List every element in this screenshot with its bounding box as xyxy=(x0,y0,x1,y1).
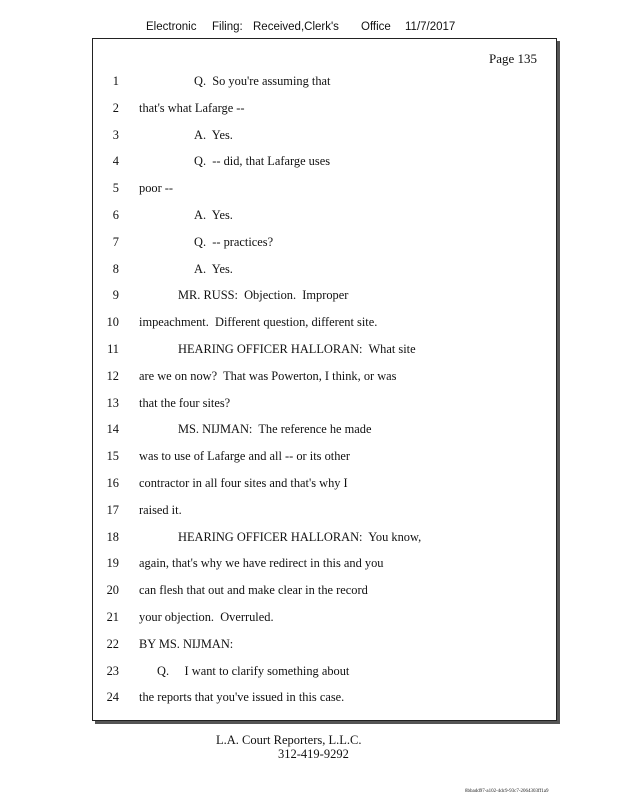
line-number: 13 xyxy=(106,395,119,410)
line-number: 19 xyxy=(106,556,119,571)
transcript-line xyxy=(93,447,553,465)
transcript-line xyxy=(93,394,553,412)
transcript-line xyxy=(93,554,553,572)
line-number: 4 xyxy=(112,154,119,169)
line-text: A. Yes. xyxy=(194,127,233,142)
court-reporter-phone: 312-419-9292 xyxy=(278,747,349,761)
line-number: 11 xyxy=(107,342,119,356)
line-number: 5 xyxy=(112,181,119,196)
line-text: raised it. xyxy=(139,502,182,517)
transcript-line xyxy=(93,126,553,144)
line-text: the reports that you've issued in this case. xyxy=(139,690,345,705)
line-number: 1 xyxy=(112,74,119,88)
transcript-line xyxy=(93,581,553,599)
filing-stamp-part: Office xyxy=(361,21,391,33)
transcript-line xyxy=(93,528,553,546)
line-text: that the four sites? xyxy=(139,395,231,410)
line-text: can flesh that out and make clear in the record xyxy=(139,583,368,598)
transcript-line xyxy=(93,179,553,197)
transcript-line xyxy=(93,501,553,519)
line-number: 12 xyxy=(106,368,119,383)
line-text: again, that's why we have redirect in this and you xyxy=(139,556,384,571)
line-text: HEARING OFFICER HALLORAN: You know, xyxy=(178,529,422,544)
transcript-line xyxy=(93,340,553,358)
transcript-line xyxy=(93,608,553,626)
line-number: 21 xyxy=(106,610,119,624)
transcript-line xyxy=(93,662,553,680)
filing-stamp-part: Filing: xyxy=(212,21,243,33)
filing-stamp-header xyxy=(0,21,618,37)
line-text: BY MS. NIJMAN: xyxy=(139,636,234,651)
line-number: 22 xyxy=(106,636,119,651)
filing-stamp-part: Electronic xyxy=(146,21,197,33)
transcript-line xyxy=(93,313,553,331)
line-number: 8 xyxy=(112,261,119,276)
transcript-line xyxy=(93,474,553,492)
line-number: 14 xyxy=(106,422,119,437)
line-number: 16 xyxy=(106,476,119,490)
line-text: contractor in all four sites and that's why I xyxy=(139,476,348,490)
line-text: HEARING OFFICER HALLORAN: What site xyxy=(178,342,416,356)
page-number: Page 135 xyxy=(488,51,537,66)
line-text: poor -- xyxy=(139,181,174,196)
line-number: 10 xyxy=(106,315,119,330)
line-number: 2 xyxy=(112,100,119,115)
transcript-line xyxy=(93,233,553,251)
line-number: 17 xyxy=(106,502,119,517)
filing-stamp-part: 11/7/2017 xyxy=(405,21,456,33)
transcript-line xyxy=(93,420,553,438)
line-number: 20 xyxy=(106,583,119,598)
court-reporter-name: L.A. Court Reporters, L.L.C. xyxy=(216,733,362,747)
line-text: your objection. Overruled. xyxy=(139,610,274,624)
line-text: A. Yes. xyxy=(194,208,233,222)
line-text: that's what Lafarge -- xyxy=(139,100,245,115)
transcript-line xyxy=(93,367,553,385)
line-number: 18 xyxy=(106,529,119,544)
transcript-line xyxy=(93,152,553,170)
line-number: 15 xyxy=(106,449,119,464)
transcript-line xyxy=(93,206,553,224)
transcript-page xyxy=(92,38,557,721)
line-text: Q. So you're assuming that xyxy=(194,74,331,88)
line-number: 9 xyxy=(112,288,119,303)
filing-stamp-part: Received,Clerk's xyxy=(253,21,339,33)
transcript-line xyxy=(93,635,553,653)
line-text: are we on now? That was Powerton, I think, or was xyxy=(139,368,397,383)
line-text: MS. NIJMAN: The reference he made xyxy=(178,422,372,437)
line-text: MR. RUSS: Objection. Improper xyxy=(178,288,349,303)
line-number: 3 xyxy=(112,127,119,142)
transcript-line xyxy=(93,286,553,304)
line-text: A. Yes. xyxy=(194,261,233,276)
transcript-line xyxy=(93,688,553,706)
line-text: Q. -- did, that Lafarge uses xyxy=(194,154,331,169)
line-text: Q. -- practices? xyxy=(194,234,274,249)
line-text: was to use of Lafarge and all -- or its other xyxy=(139,449,351,464)
line-number: 24 xyxy=(106,690,119,705)
transcript-line xyxy=(93,72,553,90)
line-number: 23 xyxy=(106,663,119,678)
line-number: 6 xyxy=(112,208,119,222)
transcript-line xyxy=(93,99,553,117)
document-hash: 8bbadd97-a102-4dc9-93c7-2064303ff1a9 xyxy=(465,789,549,794)
transcript-line xyxy=(93,260,553,278)
line-text: impeachment. Different question, different site. xyxy=(139,315,378,330)
line-text: Q. I want to clarify something about xyxy=(157,663,350,678)
line-number: 7 xyxy=(112,234,119,249)
